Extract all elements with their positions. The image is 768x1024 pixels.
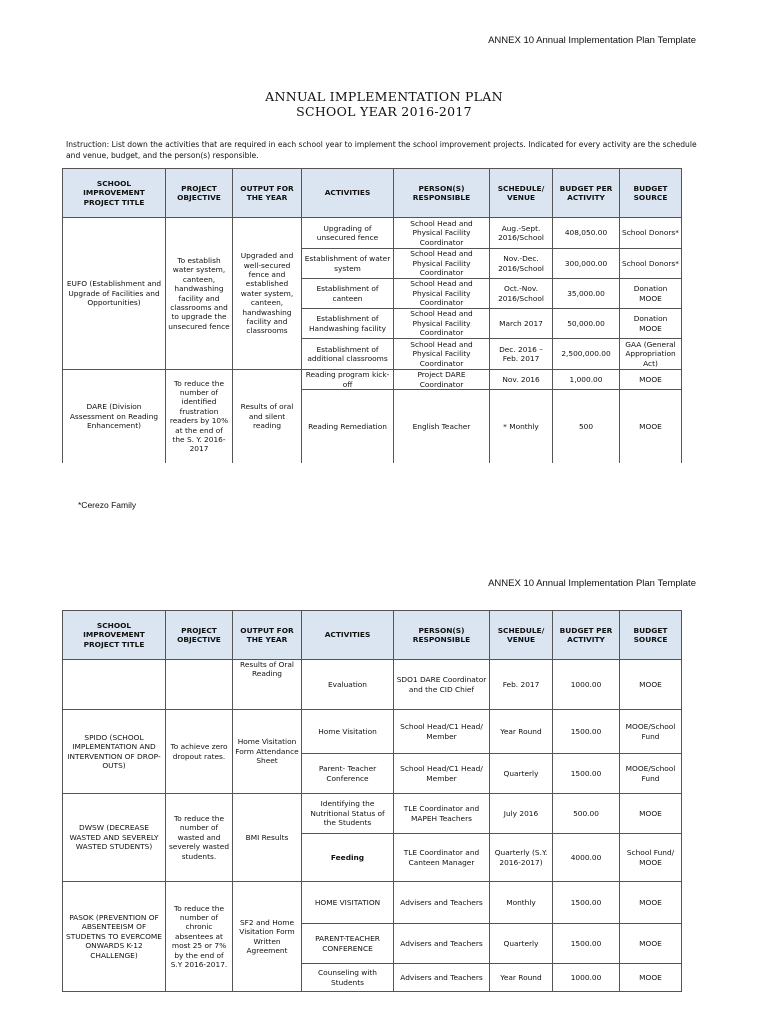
schedule-cell: Aug.-Sept. 2016/School <box>490 218 553 249</box>
source-cell: MOOE <box>620 660 682 710</box>
budget-cell: 1500.00 <box>553 924 620 964</box>
plan-table-page1 <box>62 168 682 463</box>
objective-cell: To reduce the number of chronic absentees at most 25 or 7% by the end of S.Y 2016-2017. <box>166 882 233 992</box>
budget-cell: 1000.00 <box>553 660 620 710</box>
header-source: BUDGET SOURCE <box>620 169 682 218</box>
budget-cell: 35,000.00 <box>553 279 620 309</box>
person-cell: Project DARE Coordinator <box>394 370 490 390</box>
header-output: OUTPUT FOR THE YEAR <box>233 611 302 660</box>
project-title-cell <box>63 660 166 710</box>
budget-cell: 4000.00 <box>553 834 620 882</box>
page-subtitle: SCHOOL YEAR 2016-2017 <box>296 104 472 119</box>
schedule-cell: Nov.-Dec. 2016/School <box>490 249 553 279</box>
annex-label: ANNEX 10 Annual Implementation Plan Template <box>488 35 696 46</box>
person-cell: School Head and Physical Facility Coordinator <box>394 218 490 249</box>
budget-cell: 1500.00 <box>553 710 620 754</box>
table-row <box>63 882 682 924</box>
table-header-row <box>63 169 682 218</box>
header-budget: BUDGET PER ACTIVITY <box>553 169 620 218</box>
person-cell: Advisers and Teachers <box>394 964 490 992</box>
person-cell: TLE Coordinator and Canteen Manager <box>394 834 490 882</box>
source-cell: MOOE <box>620 882 682 924</box>
budget-cell: 1500.00 <box>553 754 620 794</box>
footnote: *Cerezo Family <box>78 500 137 510</box>
table-row <box>63 710 682 754</box>
activity-cell: Establishment of additional classrooms <box>302 339 394 370</box>
header-objective: PROJECT OBJECTIVE <box>166 611 233 660</box>
project-title-cell: DARE (Division Assessment on Reading Enhancement) <box>63 370 166 463</box>
header-activities: ACTIVITIES <box>302 611 394 660</box>
budget-cell: 408,050.00 <box>553 218 620 249</box>
output-cell: Home Visitation Form Attendance Sheet <box>233 710 302 794</box>
table-row <box>63 794 682 834</box>
activity-cell: Establishment of water system <box>302 249 394 279</box>
output-cell: Results of Oral Reading <box>233 660 302 710</box>
source-cell: MOOE <box>620 924 682 964</box>
person-cell: English Teacher <box>394 390 490 463</box>
activity-cell: Reading program kick-off <box>302 370 394 390</box>
activity-cell: Parent- Teacher Conference <box>302 754 394 794</box>
person-cell: Advisers and Teachers <box>394 924 490 964</box>
person-cell: School Head and Physical Facility Coordinator <box>394 309 490 339</box>
project-title-cell: SPIDO (SCHOOL IMPLEMENTATION AND INTERVENTION OF DROP-OUTS) <box>63 710 166 794</box>
schedule-cell: * Monthly <box>490 390 553 463</box>
source-cell: Donation MOOE <box>620 279 682 309</box>
header-schedule: SCHEDULE/ VENUE <box>490 611 553 660</box>
budget-cell: 2,500,000.00 <box>553 339 620 370</box>
activity-cell: HOME VISITATION <box>302 882 394 924</box>
table-row <box>63 660 682 710</box>
page-title: ANNUAL IMPLEMENTATION PLAN <box>265 89 503 104</box>
table-row <box>63 218 682 249</box>
schedule-cell: Nov. 2016 <box>490 370 553 390</box>
plan-table-page2 <box>62 610 682 992</box>
person-cell: School Head/C1 Head/ Member <box>394 754 490 794</box>
header-project-title: SCHOOL IMPROVEMENT PROJECT TITLE <box>63 169 166 218</box>
header-output: OUTPUT FOR THE YEAR <box>233 169 302 218</box>
header-project-title: SCHOOL IMPROVEMENT PROJECT TITLE <box>63 611 166 660</box>
budget-cell: 300,000.00 <box>553 249 620 279</box>
source-cell: MOOE/School Fund <box>620 754 682 794</box>
source-cell: School Fund/ MOOE <box>620 834 682 882</box>
schedule-cell: Year Round <box>490 964 553 992</box>
person-cell: School Head and Physical Facility Coordinator <box>394 339 490 370</box>
header-schedule: SCHEDULE/ VENUE <box>490 169 553 218</box>
schedule-cell: Quarterly (S.Y. 2016-2017) <box>490 834 553 882</box>
activity-cell: Home Visitation <box>302 710 394 754</box>
activity-cell: Upgrading of unsecured fence <box>302 218 394 249</box>
annex-label-page2: ANNEX 10 Annual Implementation Plan Template <box>488 578 696 589</box>
budget-cell: 1000.00 <box>553 964 620 992</box>
budget-cell: 1,000.00 <box>553 370 620 390</box>
output-cell: SF2 and Home Visitation Form Written Agreement <box>233 882 302 992</box>
header-budget: BUDGET PER ACTIVITY <box>553 611 620 660</box>
schedule-cell: Quarterly <box>490 754 553 794</box>
project-title-cell: DWSW (DECREASE WASTED AND SEVERELY WASTED STUDENTS) <box>63 794 166 882</box>
budget-cell: 500.00 <box>553 794 620 834</box>
header-persons: PERSON(S) RESPONSIBLE <box>394 169 490 218</box>
activity-cell: Reading Remediation <box>302 390 394 463</box>
schedule-cell: Monthly <box>490 882 553 924</box>
header-persons: PERSON(S) RESPONSIBLE <box>394 611 490 660</box>
person-cell: School Head/C1 Head/ Member <box>394 710 490 754</box>
budget-cell: 50,000.00 <box>553 309 620 339</box>
objective-cell <box>166 660 233 710</box>
header-activities: ACTIVITIES <box>302 169 394 218</box>
schedule-cell: July 2016 <box>490 794 553 834</box>
activity-cell: Establishment of Handwashing facility <box>302 309 394 339</box>
source-cell: MOOE <box>620 370 682 390</box>
source-cell: GAA (General Appropriation Act) <box>620 339 682 370</box>
schedule-cell: Oct.-Nov. 2016/School <box>490 279 553 309</box>
source-cell: MOOE <box>620 794 682 834</box>
activity-cell: Establishment of canteen <box>302 279 394 309</box>
budget-cell: 500 <box>553 390 620 463</box>
objective-cell: To reduce the number of wasted and severely wasted students. <box>166 794 233 882</box>
table-row <box>63 370 682 390</box>
activity-cell: Identifying the Nutritional Status of the Students <box>302 794 394 834</box>
person-cell: Advisers and Teachers <box>394 882 490 924</box>
header-source: BUDGET SOURCE <box>620 611 682 660</box>
schedule-cell: March 2017 <box>490 309 553 339</box>
source-cell: MOOE <box>620 964 682 992</box>
output-cell: BMI Results <box>233 794 302 882</box>
schedule-cell: Year Round <box>490 710 553 754</box>
person-cell: School Head and Physical Facility Coordinator <box>394 279 490 309</box>
source-cell: MOOE <box>620 390 682 463</box>
source-cell: Donation MOOE <box>620 309 682 339</box>
objective-cell: To establish water system, canteen, handwashing facility and classrooms and to upgrade the unsecured fence <box>166 218 233 370</box>
activity-cell: Feeding <box>302 834 394 882</box>
table-header-row <box>63 611 682 660</box>
activity-cell: PARENT-TEACHER CONFERENCE <box>302 924 394 964</box>
source-cell: MOOE/School Fund <box>620 710 682 754</box>
schedule-cell: Feb. 2017 <box>490 660 553 710</box>
project-title-cell: PASOK (PREVENTION OF ABSENTEEISM OF STUDETNS TO EVERCOME ONWARDS K-12 CHALLENGE) <box>63 882 166 992</box>
schedule-cell: Dec. 2016 – Feb. 2017 <box>490 339 553 370</box>
objective-cell: To reduce the number of identified frustration readers by 10% at the end of the S. Y. 2016-2017 <box>166 370 233 463</box>
instruction-text: Instruction: List down the activities that are required in each school year to implement the school improvement projects. Indicated for every activity are the schedule and venue, budget, and the person(s) responsible. <box>66 140 697 160</box>
budget-cell: 1500.00 <box>553 882 620 924</box>
objective-cell: To achieve zero dropout rates. <box>166 710 233 794</box>
person-cell: School Head and Physical Facility Coordinator <box>394 249 490 279</box>
source-cell: School Donors* <box>620 249 682 279</box>
person-cell: TLE Coordinator and MAPEH Teachers <box>394 794 490 834</box>
output-cell: Results of oral and silent reading <box>233 370 302 463</box>
schedule-cell: Quarterly <box>490 924 553 964</box>
activity-cell: Evaluation <box>302 660 394 710</box>
project-title-cell: EUFO (Establishment and Upgrade of Facilities and Opportunities) <box>63 218 166 370</box>
source-cell: School Donors* <box>620 218 682 249</box>
header-objective: PROJECT OBJECTIVE <box>166 169 233 218</box>
person-cell: SDO1 DARE Coordinator and the CID Chief <box>394 660 490 710</box>
activity-cell: Counseling with Students <box>302 964 394 992</box>
output-cell: Upgraded and well-secured fence and established water system, canteen, handwashing facility and classrooms <box>233 218 302 370</box>
